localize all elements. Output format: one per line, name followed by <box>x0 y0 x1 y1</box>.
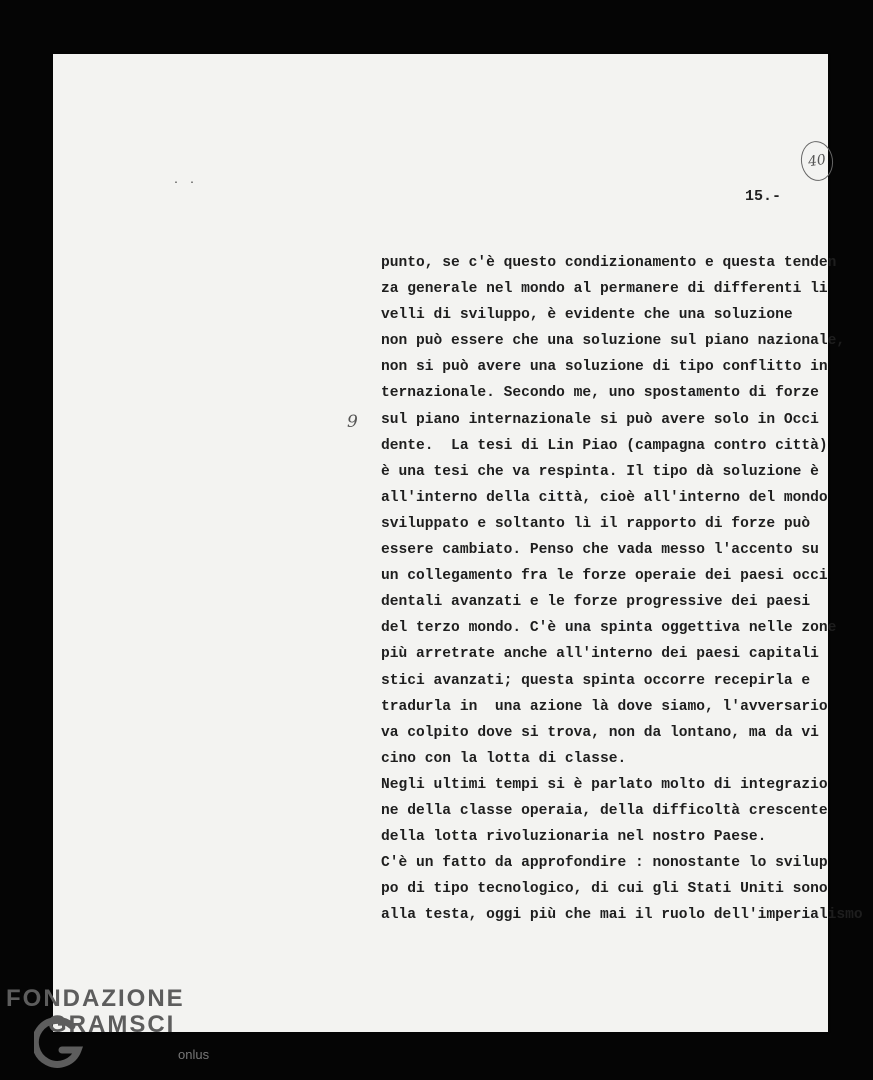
text-line: sul piano internazionale si può avere solo in Occi <box>381 411 819 428</box>
text-line: dente. La tesi di Lin Piao (campagna contro città) <box>381 437 828 454</box>
text-line: va colpito dove si trova, non da lontano, ma da vi <box>381 724 819 741</box>
text-line: tradurla in una azione là dove siamo, l'avversario <box>381 698 828 715</box>
text-line: velli di sviluppo, è evidente che una soluzione <box>381 307 793 324</box>
text-line: alla testa, oggi più che mai il ruolo dell'imperialismo <box>381 907 863 924</box>
text-line: un collegamento fra le forze operaie dei paesi occi <box>381 568 828 585</box>
text-line: C'è un fatto da approfondire : nonostante lo svilup <box>381 855 828 872</box>
text-line: ternazionale. Secondo me, uno spostamento di forze <box>381 385 819 402</box>
text-line: ne della classe operaia, della difficoltà crescente <box>381 802 828 819</box>
scan-specks: ·· <box>173 178 206 189</box>
document-page <box>53 54 863 1032</box>
text-line: non si può avere una soluzione di tipo conflitto in <box>381 359 828 376</box>
page-number: 15.- <box>745 188 782 205</box>
watermark-suffix: onlus <box>178 1047 210 1062</box>
text-line: non può essere che una soluzione sul piano nazionale, <box>381 333 846 350</box>
watermark-line1: FONDAZIONE <box>6 985 185 1012</box>
text-line: essere cambiato. Penso che vada messo l'accento su <box>381 542 819 559</box>
text-line: all'interno della città, cioè all'interno del mondo <box>381 489 828 506</box>
text-line: stici avanzati; questa spinta occorre recepirla e <box>381 672 811 689</box>
text-line: sviluppato e soltanto lì il rapporto di forze può <box>381 515 811 532</box>
text-line: za generale nel mondo al permanere di differenti li <box>381 281 828 298</box>
typewritten-text <box>381 250 863 928</box>
watermark-line2: GRAMSCI <box>48 1011 176 1038</box>
text-line: Negli ultimi tempi si è parlato molto di integrazio <box>381 776 828 793</box>
text-line: punto, se c'è questo condizionamento e questa tenden <box>381 255 837 271</box>
text-line: della lotta rivoluzionaria nel nostro Paese. <box>381 829 767 846</box>
text-line: cino con la lotta di classe. <box>381 750 627 767</box>
text-line: dentali avanzati e le forze progressive dei paesi <box>381 594 811 611</box>
margin-annotation: 9 <box>347 412 358 432</box>
watermark-logo <box>6 986 185 1038</box>
text-line: è una tesi che va respinta. Il tipo dà soluzione è <box>381 463 819 480</box>
archive-number-stamp: 40 <box>798 139 835 183</box>
text-line: del terzo mondo. C'è una spinta oggettiva nelle zone <box>381 620 837 637</box>
text-line: più arretrate anche all'interno dei paesi capitali <box>381 646 819 663</box>
text-line: po di tipo tecnologico, di cui gli Stati Uniti sono <box>381 881 828 898</box>
